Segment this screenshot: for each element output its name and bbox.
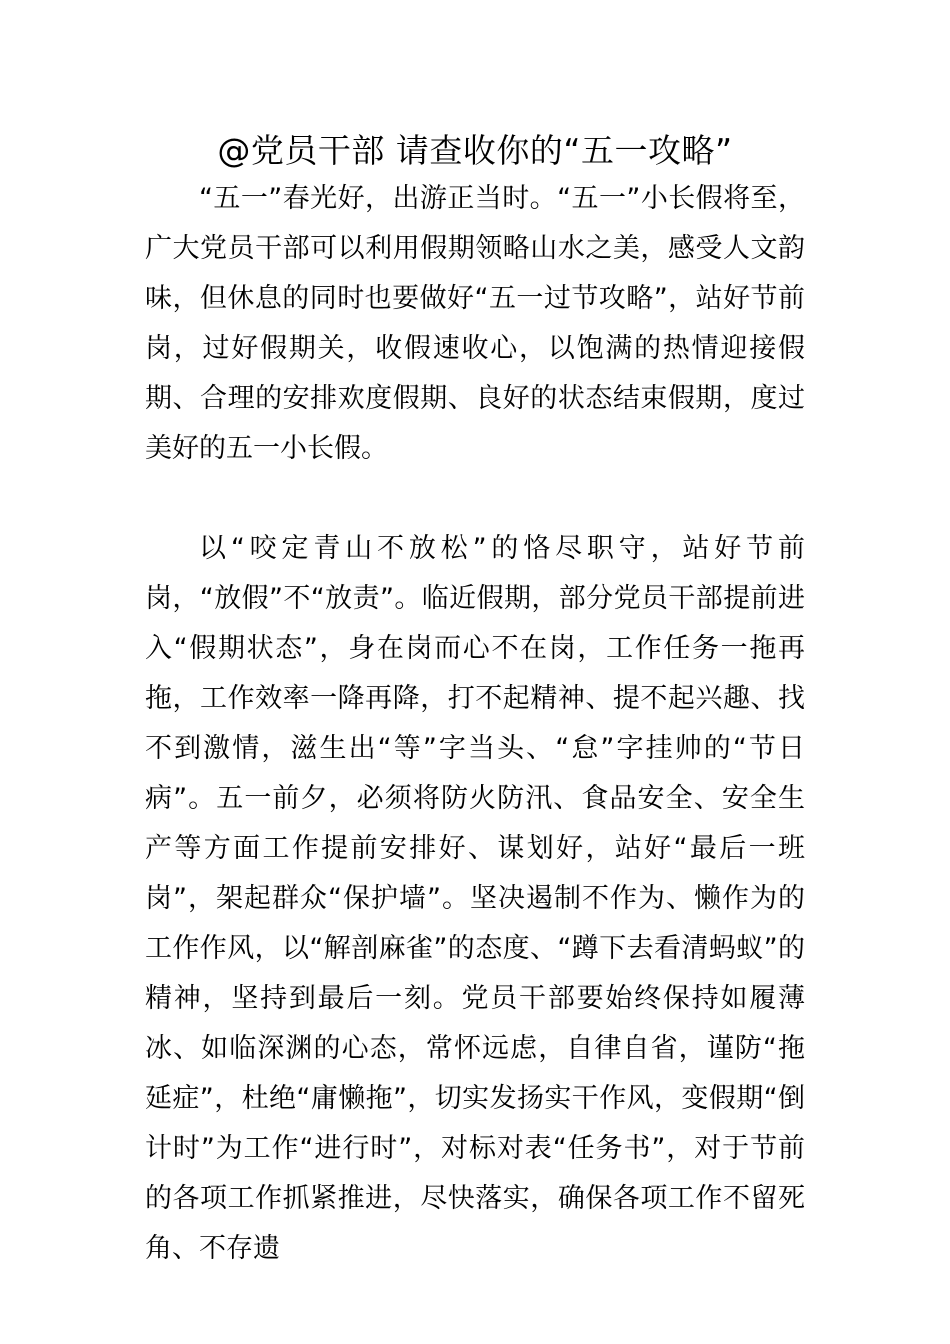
document-body	[145, 174, 805, 1274]
paragraph-gap	[145, 474, 805, 524]
paragraph-intro: “五一”春光好，出游正当时。“五一”小长假将至，广大党员干部可以利用假期领略山水之美，感受人文韵味，但休息的同时也要做好“五一过节攻略”，站好节前岗，过好假期关，收假速收心，以饱满的热情迎接假期、合理的安排欢度假期、良好的状态结束假期，度过美好的五一小长假。	[145, 183, 805, 464]
document-title: @党员干部 请查收你的“五一攻略”	[217, 131, 733, 170]
paragraph-pre-holiday-duty: 以“咬定青山不放松”的恪尽职守，站好节前岗，“放假”不“放责”。临近假期，部分党员干部提前进入“假期状态”，身在岗而心不在岗，工作任务一拖再拖，工作效率一降再降，打不起精神、提不起兴趣、找不到激情，滋生出“等”字当头、“怠”字挂帅的“节日病”。五一前夕，必须将防火防汛、食品安全、安全生产等方面工作提前安排好、谋划好，站好“最后一班岗”，架起群众“保护墙”。坚决遏制不作为、懒作为的工作作风，以“解剖麻雀”的态度、“蹲下去看清蚂蚁”的精神，坚持到最后一刻。党员干部要始终保持如履薄冰、如临深渊的心态，常怀远虑，自律自省，谨防“拖延症”，杜绝“庸懒拖”，切实发扬实干作风，变假期“倒计时”为工作“进行时”，对标对表“任务书”，对于节前的各项工作抓紧推进，尽快落实，确保各项工作不留死角、不存遗	[145, 533, 805, 1264]
